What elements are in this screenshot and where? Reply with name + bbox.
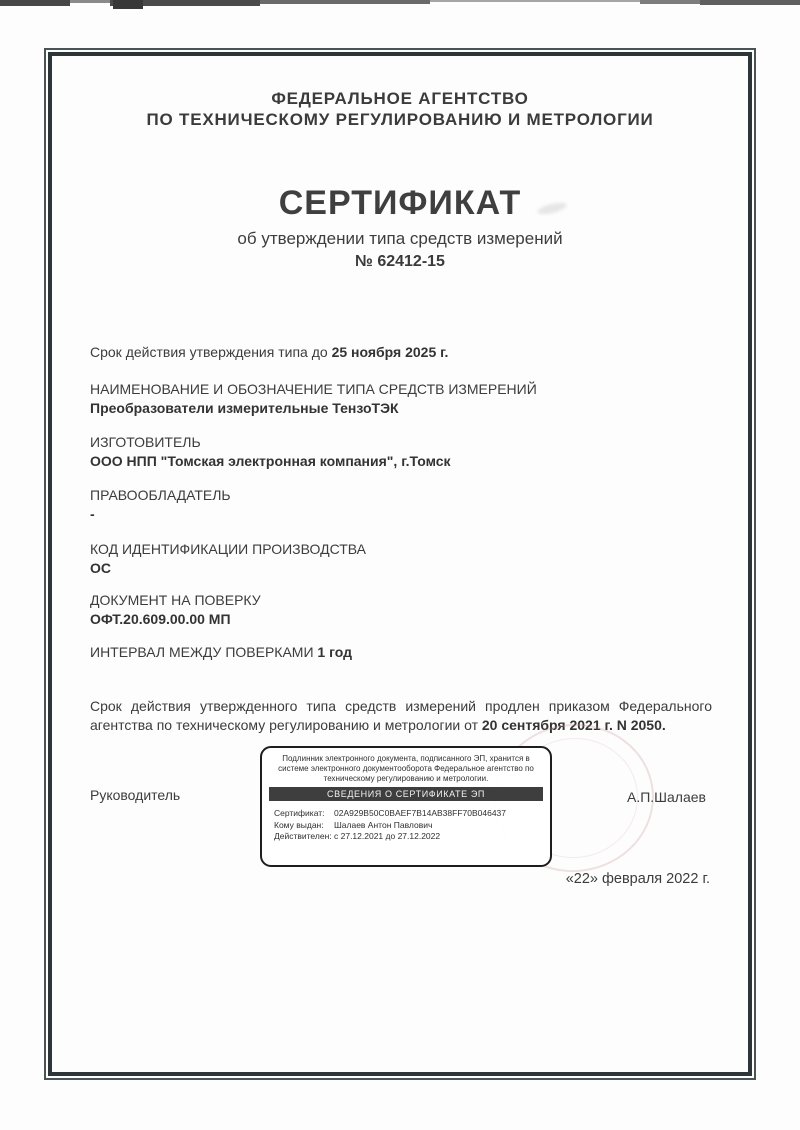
- certificate-title: СЕРТИФИКАТ: [278, 184, 522, 222]
- validity-date: 25 ноября 2025 г.: [331, 344, 449, 360]
- agency-header: [0, 88, 800, 130]
- scan-artifact-band: [0, 0, 800, 12]
- validity-line: [90, 343, 448, 361]
- row-label: Кому выдан:: [274, 819, 324, 830]
- scan-mark: [70, 0, 115, 3]
- esignature-stamp-box: [260, 746, 552, 867]
- interval-label: ИНТЕРВАЛ МЕЖДУ ПОВЕРКАМИ: [90, 644, 318, 660]
- row-value: Шалаев Антон Павлович: [334, 819, 433, 830]
- signer-role: Руководитель: [90, 787, 181, 803]
- field-rights-holder: [90, 486, 231, 523]
- row-value: 02A929B50C0BAEF7B14AB38FF70B046437: [334, 808, 507, 818]
- esignature-row-certificate: [274, 808, 544, 820]
- scan-mark: [640, 0, 700, 4]
- validity-prefix: Срок действия утверждения типа до: [90, 344, 332, 360]
- field-manufacturer: [90, 433, 451, 470]
- agency-line-2: ПО ТЕХНИЧЕСКОМУ РЕГУЛИРОВАНИЮ И МЕТРОЛОГИИ: [146, 110, 654, 129]
- agency-line-1: ФЕДЕРАЛЬНОЕ АГЕНТСТВО: [271, 89, 529, 108]
- field-label: ИЗГОТОВИТЕЛЬ: [90, 434, 201, 450]
- field-type-designation: [90, 380, 537, 417]
- scan-mark: [260, 0, 430, 4]
- field-value: ОС: [90, 560, 111, 576]
- field-label: ПРАВООБЛАДАТЕЛЬ: [90, 487, 231, 503]
- field-value: Преобразователи измерительные ТензоТЭК: [90, 400, 399, 416]
- field-verification-document: [90, 591, 261, 628]
- field-label: КОД ИДЕНТИФИКАЦИИ ПРОИЗВОДСТВА: [90, 541, 366, 557]
- esignature-row-valid: [274, 831, 544, 843]
- field-production-id-code: [90, 540, 366, 577]
- scan-mark: [113, 0, 143, 9]
- scan-mark: [700, 0, 800, 5]
- esignature-bar: СВЕДЕНИЯ О СЕРТИФИКАТЕ ЭП: [269, 787, 543, 801]
- verification-interval-line: [90, 643, 352, 661]
- prolongation-text: Срок действия утвержденного типа средств измерений продлен приказом Федерального агентства по техническому регулированию и метрологии от: [90, 698, 712, 733]
- field-value: ОФТ.20.609.00.00 МП: [90, 611, 231, 627]
- scan-mark: [430, 0, 640, 2]
- row-label: Сертификат:: [274, 808, 325, 818]
- signing-date: «22» февраля 2022 г.: [565, 871, 710, 887]
- esignature-header-text: Подлинник электронного документа, подписанного ЭП, хранится в системе электронного документооборота Федеральное агентство по техническому регулированию и метрологии.: [278, 754, 534, 783]
- scan-mark: [0, 0, 70, 6]
- esignature-row-issued-to: [274, 820, 544, 832]
- interval-value: 1 год: [317, 644, 352, 660]
- signer-name: А.П.Шалаев: [627, 789, 706, 805]
- prolongation-paragraph: [90, 697, 712, 734]
- field-value: -: [90, 506, 95, 522]
- esignature-details: [274, 808, 544, 843]
- certificate-number: № 62412-15: [355, 253, 445, 270]
- field-value: ООО НПП "Томская электронная компания", г.Томск: [90, 453, 451, 469]
- field-label: ДОКУМЕНТ НА ПОВЕРКУ: [90, 592, 261, 608]
- certificate-subtitle: об утверждении типа средств измерений: [237, 229, 563, 248]
- prolongation-order: 20 сентября 2021 г. N 2050.: [481, 716, 666, 733]
- field-label: НАИМЕНОВАНИЕ И ОБОЗНАЧЕНИЕ ТИПА СРЕДСТВ ИЗМЕРЕНИЙ: [90, 381, 537, 397]
- row-label: Действителен:: [274, 831, 332, 841]
- row-value: с 27.12.2021 до 27.12.2022: [334, 831, 441, 841]
